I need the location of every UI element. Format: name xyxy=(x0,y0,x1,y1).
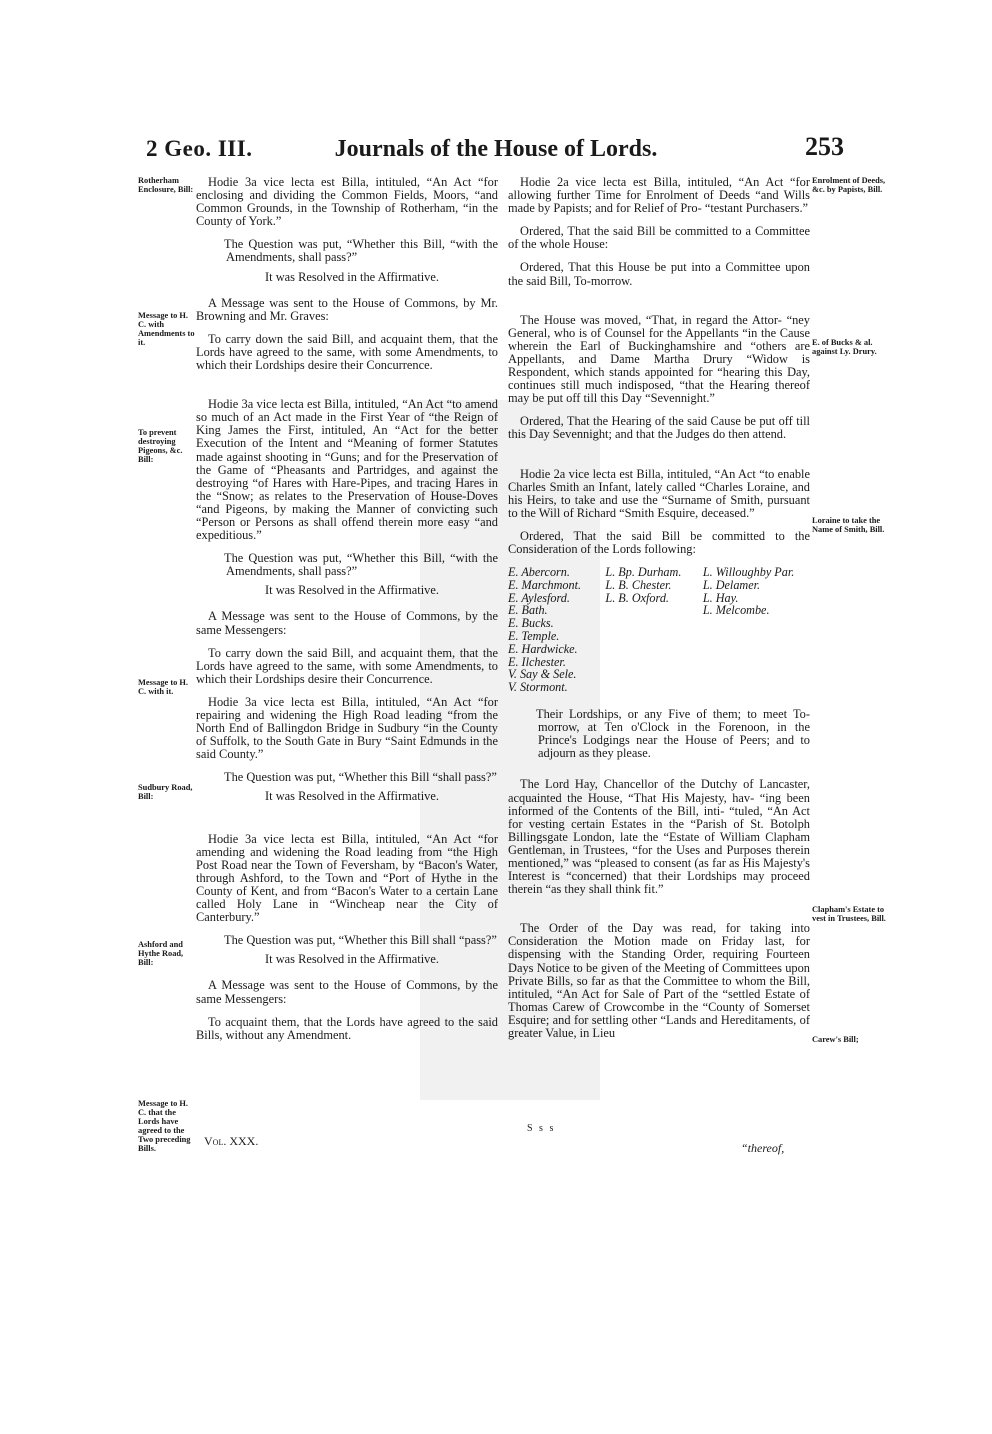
lord-name: E. Marchmont. xyxy=(508,577,581,592)
margin-note-ashford: Ashford and Hythe Road, Bill: xyxy=(138,940,184,967)
lord-name: E. Abercorn. xyxy=(508,565,570,580)
margin-note-message-2: Message to H. C. with it. xyxy=(138,678,189,696)
ashford-bill-text: Hodie 3a vice lecta est Billa, intituled, “An Act “for amending and widening the Road leading from “the High Post Road near the Town of Feversham, by “Bacon's Water, through Ashford, to the Town and “Port of Hythe in the County of Kent, and from “Bacon's Water to a certain Lane called Holy Lane in “Wincheap near the City of Canterbury.” xyxy=(196,831,498,925)
message-3-acquaint: To acquaint them, that the Lords have agreed to the said Bills, without any Amendment. xyxy=(196,1014,498,1042)
committee-meeting-text: Their Lordships, or any Five of them; to meet To-morrow, at Ten o'Clock in the Forenoon, in the Prince's Lodgings near the House of Peers; and to adjourn as they please. xyxy=(536,707,810,761)
sudbury-question: The Question was put, “Whether this Bill “shall pass?” xyxy=(224,770,497,785)
committee-lords-list xyxy=(508,566,810,694)
rotherham-question: The Question was put, “Whether this Bill, “with the Amendments, shall pass?” xyxy=(224,237,498,265)
page-number: 253 xyxy=(805,132,844,161)
spacer xyxy=(508,298,810,314)
lord-name: E. Temple. xyxy=(508,629,560,644)
lord-name: L. Bp. Durham. xyxy=(605,565,682,580)
sudbury-resolution: It was Resolved in the Affirmative. xyxy=(265,789,439,804)
lord-name: V. Stormont. xyxy=(508,680,568,695)
lord-name: L. B. Chester. xyxy=(605,577,672,592)
margin-note-pigeons: To prevent destroying Pigeons, &c. Bill: xyxy=(138,428,183,464)
rotherham-bill-text: Hodie 3a vice lecta est Billa, intituled, “An Act “for enclosing and dividing the Common Fields, Moors, “and Common Grounds, in the Township of Rotherham, “in the County of York.” xyxy=(196,175,498,229)
lord-name: L. B. Oxford. xyxy=(605,590,669,605)
pigeons-question: The Question was put, “Whether this Bill, “with the Amendments, shall pass?” xyxy=(224,551,498,579)
lord-name: L. Willoughby Par. xyxy=(702,565,795,580)
lord-name: V. Say & Sele. xyxy=(508,667,577,682)
lord-name: E. Aylesford. xyxy=(508,590,570,605)
lord-name: L. Melcombe. xyxy=(702,603,770,618)
spacer xyxy=(508,452,810,468)
lords-column-1 xyxy=(508,566,605,694)
lord-name: E. Bucks. xyxy=(508,616,554,631)
enrolment-ordered-1: Ordered, That the said Bill be committed to a Committee of the whole House: xyxy=(508,224,810,252)
pigeons-resolution: It was Resolved in the Affirmative. xyxy=(265,583,439,598)
loraine-bill-text: Hodie 2a vice lecta est Billa, intituled, “An Act “to enable Charles Smith an Infant, lately called “Charles Loraine, and his Heirs, to take and use the “Surname of Smith, pursuant to the Will of Richard “Smith Esquire, deceased.” xyxy=(508,466,810,520)
enrolment-ordered-2: Ordered, That this House be put into a Committee upon the said Bill, To-morrow. xyxy=(508,260,810,288)
drury-ordered: Ordered, That the Hearing of the said Cause be put off till this Day Sevennight; and that the Judges do then attend. xyxy=(508,414,810,442)
lord-name: L. Hay. xyxy=(702,590,739,605)
spacer xyxy=(508,906,810,922)
lord-name: L. Delamer. xyxy=(702,577,761,592)
drury-motion-text: The House was moved, “That, in regard the Attor- “ney General, who is of Counsel for the Appellants “in the Cause wherein the Earl of Buckinghamshire and “others are Appellants, and Dame Martha Drury “Widow is Respondent, which stands appointed for “hearing this Day, continues still much indisposed, “that the Hearing thereof may be put off till this Day “Sevennight.” xyxy=(508,312,810,406)
lord-name: E. Ilchester. xyxy=(508,654,566,669)
lord-name: E. Hardwicke. xyxy=(508,641,578,656)
spacer xyxy=(196,382,498,398)
volume-number: Vol. XXX. xyxy=(204,1134,259,1148)
clapham-consent-text: The Lord Hay, Chancellor of the Dutchy of Lancaster, acquainted the House, “That His Majesty, hav- “ing been informed of the Contents of the Bill, inti- “tuled, “An Act for vesting certain Estates in the “Parish of St. Botolph Billingsgate London, late the “Estate of William Clapham Gentleman, in Trustees, “for the Uses and Purposes therein mentioned,” was “pleased to consent (as far as His Majesty's Interest is “concerned) that their Lordships may proceed therein “as they shall think fit.” xyxy=(508,777,810,897)
message-3-text: A Message was sent to the House of Commons, by the same Messengers: xyxy=(196,978,498,1006)
margin-note-rotherham: Rotherham Enclosure, Bill: xyxy=(138,176,194,194)
message-1-text: A Message was sent to the House of Commons, by Mr. Browning and Mr. Graves: xyxy=(196,295,498,323)
margin-note-message-1: Message to H. C. with Amendments to it. xyxy=(138,311,195,347)
margin-note-message-3: Message to H. C. that the Lords have agreed to the Two preceding Bills. xyxy=(138,1099,191,1153)
rotherham-resolution: It was Resolved in the Affirmative. xyxy=(265,269,439,284)
lords-column-2 xyxy=(605,566,702,694)
ashford-resolution: It was Resolved in the Affirmative. xyxy=(265,952,439,967)
margin-note-clapham: Clapham's Estate to vest in Trustees, Bill. xyxy=(812,905,886,923)
margin-note-sudbury: Sudbury Road, Bill: xyxy=(138,783,193,801)
message-2-text: A Message was sent to the House of Commons, by the same Messengers: xyxy=(196,609,498,637)
left-column xyxy=(196,176,498,1052)
journal-title: Journals of the House of Lords. xyxy=(334,136,658,162)
carew-order-text: The Order of the Day was read, for taking into Consideration the Motion made on Friday last, for dispensing with the Standing Order, requiring Fourteen Days Notice to be given of the Meeting of Committees upon Private Bills, so far as that the Committee to whom the Bill, intituled, “An Act for Sale of Part of the “settled Estate of Thomas Carew of Crowcombe in the “County of Somerset Esquire; and for settling other “Lands and Hereditaments, of greater Value, in Lieu xyxy=(508,921,810,1040)
enrolment-bill-text: Hodie 2a vice lecta est Billa, intituled, “An Act “for allowing further Time for Enrolment of Deeds “and Wills made by Papists; and for Relief of Pro- “testant Purchasers.” xyxy=(508,175,810,216)
signature-mark: S s s xyxy=(527,1123,556,1134)
right-column xyxy=(508,176,810,1050)
ashford-question: The Question was put, “Whether this Bill shall “pass?” xyxy=(224,933,497,948)
pigeons-bill-text: Hodie 3a vice lecta est Billa, intituled, “An Act “to amend so much of an Act made in the First Year of “the Reign of King James the First, intituled, An “Act for the better Execution of the Intent and “Meaning of former Statutes made against shooting in “Guns; and for the Preservation of the Game of “Pheasants and Partridges, and against the destroying “of Hares with Hare-Pipes, and tracing Hares in the “Snow; as relates to the Preservation of House-Doves “and Pigeons, by making the Manner of convicting such “Person or Persons as shall offend therein more easy “and expeditious.” xyxy=(196,397,498,543)
margin-note-carew: Carew's Bill; xyxy=(812,1035,859,1044)
message-1-carry: To carry down the said Bill, and acquaint them, that the Lords have agreed to the same, with some Amendments, to which their Lordships desire their Concurrence. xyxy=(196,331,498,373)
lord-name: E. Bath. xyxy=(508,603,548,618)
margin-note-loraine: Loraine to take the Name of Smith, Bill. xyxy=(812,516,885,534)
margin-note-drury: E. of Bucks & al. against Ly. Drury. xyxy=(812,338,877,356)
regnal-year: 2 Geo. III. xyxy=(146,136,253,161)
spacer xyxy=(196,817,498,833)
lords-column-3 xyxy=(703,566,810,694)
margin-note-enrolment: Enrolment of Deeds, &c. by Papists, Bill. xyxy=(812,176,886,194)
loraine-ordered: Ordered, That the said Bill be committed to the Consideration of the Lords following: xyxy=(508,528,810,556)
catchword: “thereof, xyxy=(741,1141,785,1155)
sudbury-bill-text: Hodie 3a vice lecta est Billa, intituled, “An Act “for repairing and widening the High Road leading “from the North End of Ballingdon Bridge in Sudbury “in the County of Suffolk, to the South Gate in Bury “Saint Edmunds in the said County.” xyxy=(196,694,498,762)
message-2-carry: To carry down the said Bill, and acquaint them, that the Lords have agreed to the same, with some Amendments, to which their Lordships desire their Concurrence. xyxy=(196,645,498,686)
